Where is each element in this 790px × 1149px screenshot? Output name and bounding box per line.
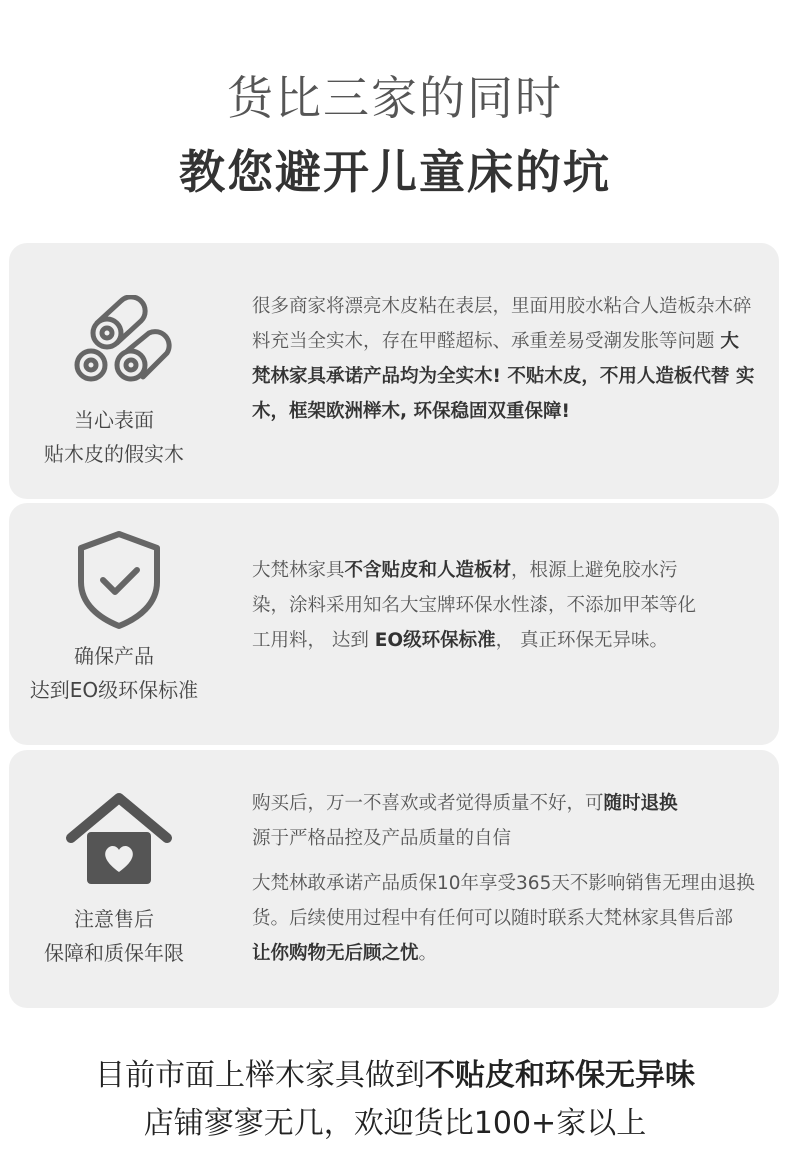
caption-line1: 确保产品: [74, 644, 154, 668]
card-caption: [9, 902, 219, 970]
card-caption: [9, 639, 219, 707]
desc-highlight: EO级环保标准: [374, 630, 496, 651]
card-description: [252, 289, 757, 429]
page-title-line1: 货比三家的同时: [227, 71, 563, 125]
desc-highlight: 不含贴皮和人造板材: [344, 560, 512, 581]
desc-text: 。: [418, 943, 438, 964]
card-after-sales: [9, 750, 779, 1008]
desc-text: 很多商家将漂亮木皮粘在表层，里面用胶水粘合人造板杂木碎料充当全实木，存在甲醛超标、承重差易受潮发胀等问题: [252, 296, 752, 352]
card-caption: [9, 403, 219, 471]
desc-text: 购买后，万一不喜欢或者觉得质量不好，可: [252, 793, 604, 814]
card-description: [252, 786, 757, 971]
wood-logs-icon: [59, 295, 179, 395]
card-description: [252, 553, 712, 658]
card-wood-veneer: [9, 243, 779, 499]
desc-highlight: 大梵林家具承诺产品均为全实木! 不贴木皮，不用人造板代替 实木，框架欧洲榉木, 环保稳固双重保障!: [252, 331, 755, 422]
caption-line2: 贴木皮的假实木: [44, 442, 184, 466]
caption-line1: 注意售后: [74, 907, 154, 931]
caption-line2: 达到EO级环保标准: [29, 678, 199, 702]
footer-line1: [0, 1050, 790, 1094]
page-title-line2: 教您避开儿童床的坑: [179, 145, 611, 199]
desc-text: ，根源上避免胶水污染，涂料采用知名大宝牌环保水性漆，不添加甲苯等化工用料， 达到: [252, 560, 697, 651]
desc-text: ， 真正环保无异味。: [495, 630, 669, 651]
desc-text: 大梵林家具: [252, 560, 345, 581]
desc-highlight: 随时退换: [603, 793, 678, 814]
caption-line1: 当心表面: [74, 408, 154, 432]
desc-text: 源于严格品控及产品质量的自信: [252, 828, 512, 849]
footer-highlight: 不贴皮和环保无异味: [425, 1058, 695, 1093]
card-eo-standard: [9, 503, 779, 745]
shield-check-icon: [59, 530, 179, 630]
caption-line2: 保障和质保年限: [44, 941, 184, 965]
footer-line2: 店铺寥寥无几，欢迎货比100+家以上: [143, 1106, 647, 1141]
footer-text: 目前市面上榉木家具做到: [95, 1058, 425, 1093]
desc-text: 大梵林敢承诺产品质保10年享受365天不影响销售无理由退换货。后续使用过程中有任何可以随时联系大梵林家具售后部: [252, 873, 755, 929]
desc-highlight: 让你购物无后顾之忧: [252, 943, 419, 964]
house-heart-icon: [59, 792, 179, 892]
